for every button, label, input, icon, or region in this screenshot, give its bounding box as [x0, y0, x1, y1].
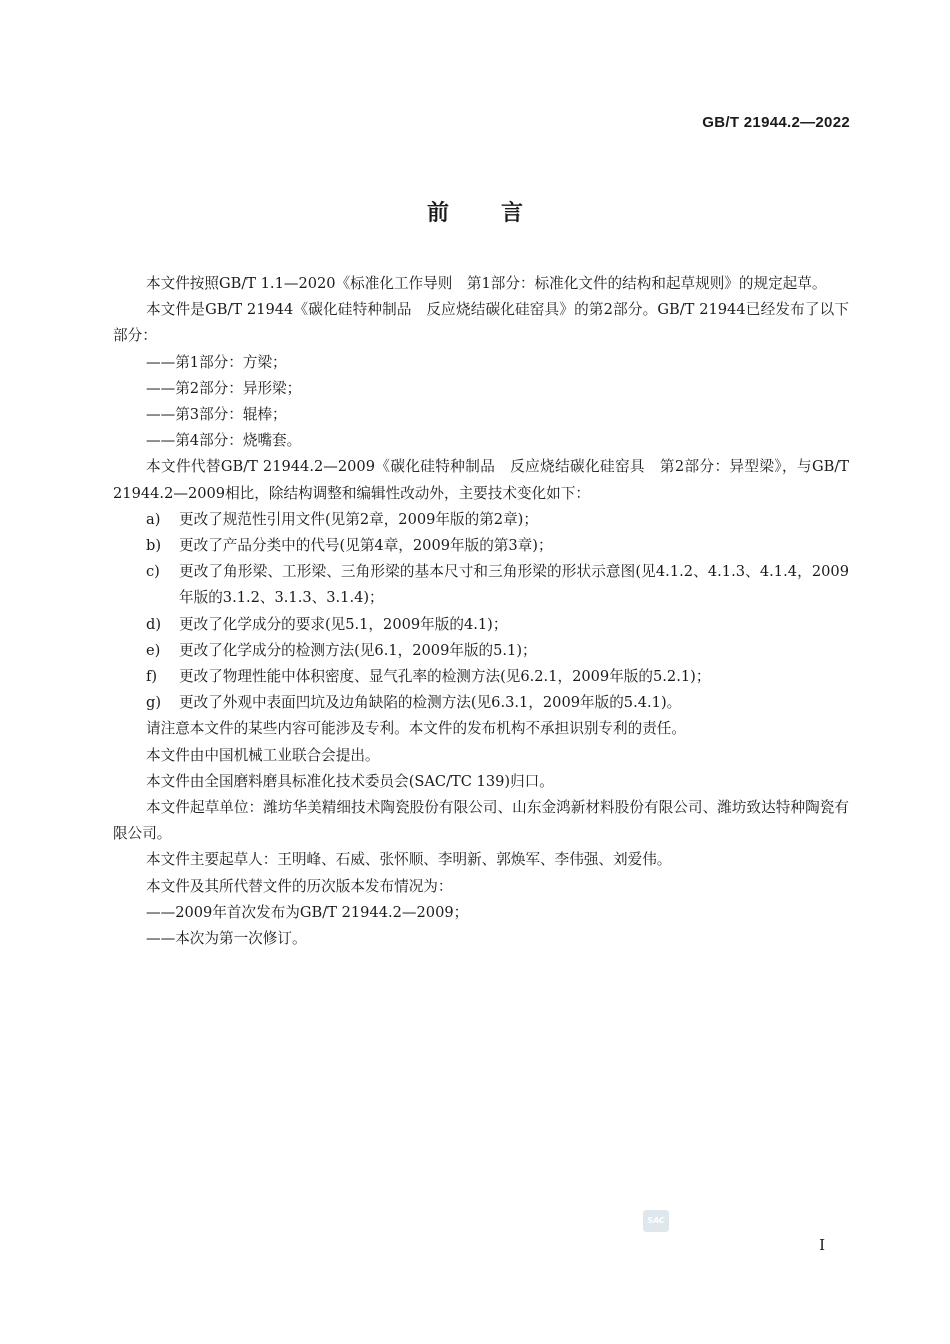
change-list-item — [113, 533, 849, 559]
change-list-item — [113, 559, 849, 611]
paragraph-proposer: 本文件由中国机械工业联合会提出。 — [146, 746, 380, 764]
change-list-item — [113, 638, 849, 664]
list-marker: d) — [146, 615, 162, 633]
paragraph-replacement: 本文件代替GB/T 21944.2—2009《碳化硅特种制品 反应烧结碳化硅窑具 第2部分：异型梁》，与GB/T 21944.2—2009相比，除结构调整和编辑性改动外，主要技术变化如下： — [113, 458, 849, 502]
list-marker: a) — [146, 510, 161, 528]
paragraph-committee: 本文件由全国磨料磨具标准化技术委员会(SAC/TC 139)归口。 — [146, 772, 554, 790]
history-list-item: ——本次为第一次修订。 — [146, 930, 307, 948]
list-text: 更改了规范性引用文件(见第2章，2009年版的第2章)； — [179, 510, 538, 528]
list-marker: f) — [146, 668, 158, 686]
list-marker: e) — [146, 641, 161, 659]
paragraph-series-intro: 本文件是GB/T 21944《碳化硅特种制品 反应烧结碳化硅窑具》的第2部分。GB/T 21944已经发布了以下部分： — [113, 301, 849, 345]
part-list-item: ——第2部分：异形梁； — [146, 379, 302, 397]
document-body — [113, 271, 849, 952]
paragraph-patent-notice: 请注意本文件的某些内容可能涉及专利。本文件的发布机构不承担识别专利的责任。 — [146, 720, 686, 738]
list-text: 更改了产品分类中的代号(见第4章，2009年版的第3章)； — [179, 537, 553, 555]
paragraph-drafters: 本文件主要起草人：王明峰、石威、张怀顺、李明新、郭焕军、李伟强、刘爱伟。 — [146, 851, 672, 869]
paragraph-drafting-units: 本文件起草单位：潍坊华美精细技术陶瓷股份有限公司、山东金鸿新材料股份有限公司、潍坊致达特种陶瓷有限公司。 — [113, 799, 849, 843]
change-list-item — [113, 507, 849, 533]
list-text: 更改了外观中表面凹坑及边角缺陷的检测方法(见6.3.1，2009年版的5.4.1)。 — [179, 694, 682, 712]
change-list-item — [113, 664, 849, 690]
paragraph-history-intro: 本文件及其所代替文件的历次版本发布情况为： — [146, 877, 453, 895]
sac-watermark-logo: SAC — [643, 1210, 669, 1232]
paragraph-drafting-rules: 本文件按照GB/T 1.1—2020《标准化工作导则 第1部分：标准化文件的结构和起草规则》的规定起草。 — [146, 275, 827, 292]
page-title: 前言 — [426, 201, 575, 226]
list-marker: c) — [146, 563, 160, 581]
list-marker: b) — [146, 537, 162, 555]
standard-code: GB/T 21944.2—2022 — [702, 114, 850, 131]
part-list-item: ——第1部分：方梁； — [146, 353, 287, 371]
history-list-item: ——2009年首次发布为GB/T 21944.2—2009； — [146, 903, 469, 921]
list-text: 更改了角形梁、工形梁、三角形梁的基本尺寸和三角形梁的形状示意图(见4.1.2、4.1.3、4.1.4，2009年版的3.1.2、3.1.3、3.1.4)； — [179, 563, 849, 607]
change-list-item — [113, 690, 849, 716]
list-text: 更改了化学成分的要求(见5.1，2009年版的4.1)； — [179, 615, 508, 633]
page-number: I — [819, 1236, 825, 1254]
list-text: 更改了化学成分的检测方法(见6.1，2009年版的5.1)； — [179, 641, 537, 659]
part-list-item: ——第4部分：烧嘴套。 — [146, 432, 302, 450]
list-text: 更改了物理性能中体积密度、显气孔率的检测方法(见6.2.1，2009年版的5.2.1)； — [179, 668, 711, 686]
list-marker: g) — [146, 694, 162, 712]
part-list-item: ——第3部分：辊棒； — [146, 406, 287, 424]
change-list-item — [113, 612, 849, 638]
